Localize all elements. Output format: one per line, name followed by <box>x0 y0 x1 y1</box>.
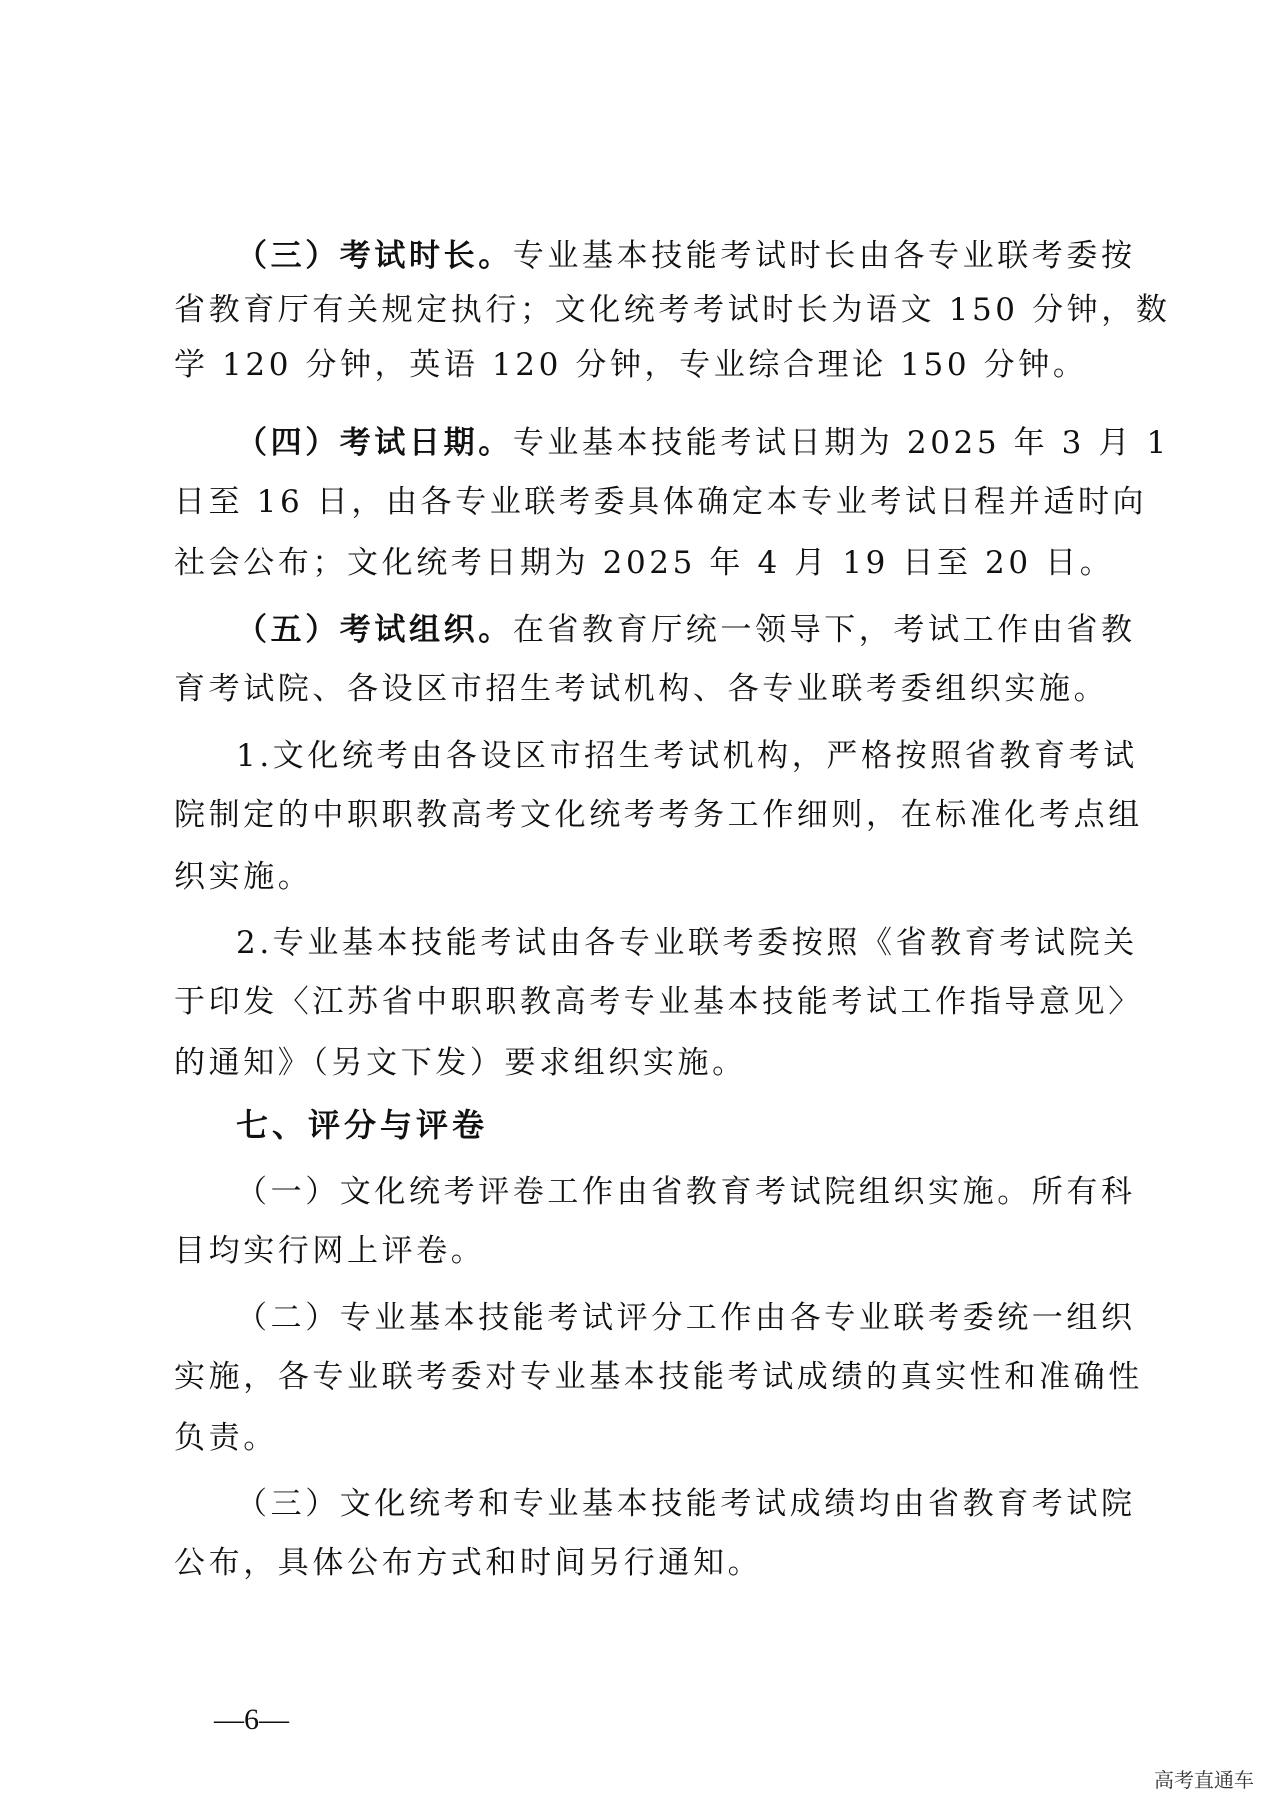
scoring-paragraph-2-line-1: （二）专业基本技能考试评分工作由各专业联考委统一组织 <box>236 1300 1136 1336</box>
paragraph-heading-exam-organization: （五）考试组织。 <box>236 612 513 648</box>
scoring-paragraph-3-line-2: 公布，具体公布方式和时间另行通知。 <box>174 1545 763 1581</box>
paragraph-exam-organization-line-2: 育考试院、各设区市招生考试机构、各专业联考委组织实施。 <box>174 671 1109 707</box>
list-item-1-line-3: 织实施。 <box>174 859 313 895</box>
scoring-paragraph-3-line-1: （三）文化统考和专业基本技能考试成绩均由省教育考试院 <box>236 1486 1136 1522</box>
paragraph-heading-exam-duration: （三）考试时长。 <box>236 238 513 274</box>
scoring-paragraph-1-line-1: （一）文化统考评卷工作由省教育考试院组织实施。所有科 <box>236 1174 1136 1210</box>
paragraph-heading-exam-date: （四）考试日期。 <box>236 425 513 461</box>
list-item-1-line-2: 院制定的中职职教高考文化统考考务工作细则，在标准化考点组 <box>174 797 1143 833</box>
watermark-text: 高考直通车 <box>1154 1770 1254 1792</box>
list-item-2-line-1: 2.专业基本技能考试由各专业联考委按照《省教育考试院关 <box>236 925 1138 961</box>
scoring-paragraph-2-line-3: 负责。 <box>174 1420 278 1456</box>
section-heading-scoring: 七、评分与评卷 <box>236 1106 489 1144</box>
paragraph-exam-duration-line-3: 学 120 分钟，英语 120 分钟，专业综合理论 150 分钟。 <box>174 347 1088 383</box>
list-item-2-line-3: 的通知》（另文下发）要求组织实施。 <box>174 1045 747 1081</box>
paragraph-exam-duration-line-2: 省教育厅有关规定执行；文化统考考试时长为语文 150 分钟，数 <box>174 292 1171 328</box>
page-number: —6— <box>214 1703 289 1736</box>
paragraph-exam-organization-line-1: （五）考试组织。在省教育厅统一领导下，考试工作由省教 <box>236 612 1136 648</box>
paragraph-exam-date-line-3: 社会公布；文化统考日期为 2025 年 4 月 19 日至 20 日。 <box>174 545 1115 581</box>
scoring-paragraph-1-line-2: 目均实行网上评卷。 <box>174 1233 486 1269</box>
list-item-1-line-1: 1.文化统考由各设区市招生考试机构，严格按照省教育考试 <box>236 738 1138 774</box>
paragraph-exam-date-line-2: 日至 16 日，由各专业联考委具体确定本专业考试日程并适时向 <box>174 484 1148 520</box>
scoring-paragraph-2-line-2: 实施，各专业联考委对专业基本技能考试成绩的真实性和准确性 <box>174 1359 1143 1395</box>
paragraph-exam-date-line-1: （四）考试日期。专业基本技能考试日期为 2025 年 3 月 1 <box>236 425 1170 461</box>
paragraph-exam-duration-line-1: （三）考试时长。专业基本技能考试时长由各专业联考委按 <box>236 238 1136 274</box>
list-item-2-line-2: 于印发〈江苏省中职职教高考专业基本技能考试工作指导意见〉 <box>174 984 1143 1020</box>
